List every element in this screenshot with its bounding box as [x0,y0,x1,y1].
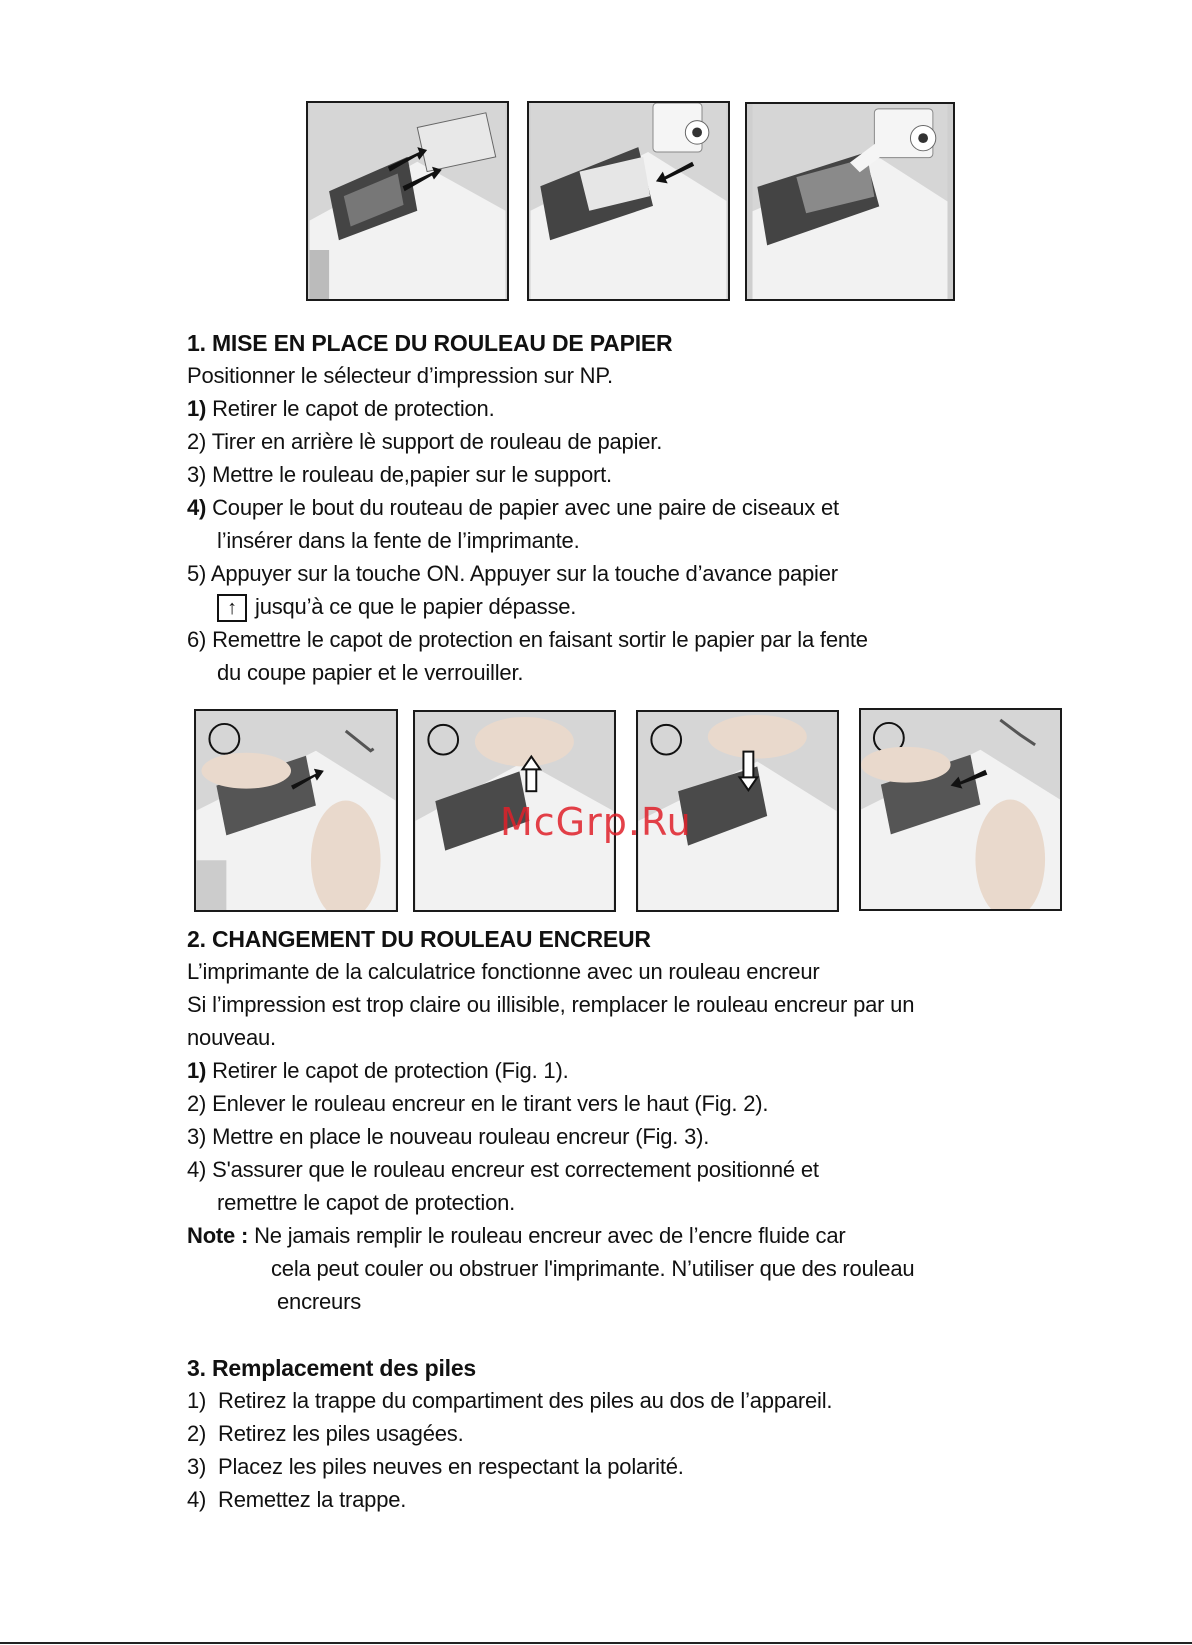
list-item: 1) Retirer le capot de protection. [187,396,495,421]
calculator-illustration [196,711,396,910]
list-item: 1) Retirer le capot de protection (Fig. 1). [187,1058,569,1083]
section-2-title: 2. CHANGEMENT DU ROULEAU ENCREUR [187,926,651,952]
note-continuation: encreurs [277,1289,361,1314]
list-item-continuation: du coupe papier et le verrouiller. [217,660,524,685]
list-item: 2) Enlever le rouleau encreur en le tirant vers le haut (Fig. 2). [187,1091,769,1116]
section-2-intro: nouveau. [187,1025,276,1050]
photo-fig-1 [194,709,398,912]
list-item: 6) Remettre le capot de protection en faisant sortir le papier par la fente [187,627,868,652]
section-2-intro: L’imprimante de la calculatrice fonctionne avec un rouleau encreur [187,959,820,984]
calculator-illustration [308,103,507,299]
list-item: 4) S'assurer que le rouleau encreur est correctement positionné et [187,1157,819,1182]
list-item: 5) Appuyer sur la touche ON. Appuyer sur la touche d’avance papier [187,561,838,586]
list-item: 4) Remettez la trappe. [187,1487,407,1512]
section-3-title: 3. Remplacement des piles [187,1355,477,1381]
photo-roll-mounted [745,102,955,301]
list-item: 2) Retirez les piles usagées. [187,1421,464,1446]
list-item-continuation: remettre le capot de protection. [217,1190,516,1215]
calculator-illustration [861,710,1060,909]
list-item-continuation: ↑ jusqu’à ce que le papier dépasse. [217,594,576,622]
photo-remove-cover [306,101,509,301]
section-1-intro: Positionner le sélecteur d’impression sur NP. [187,363,613,388]
section-2-intro: Si l’impression est trop claire ou illisible, remplacer le rouleau encreur par un [187,992,915,1017]
footer-rule [0,1642,1192,1644]
calculator-illustration [529,103,728,299]
list-item: 4) Couper le bout du routeau de papier avec une paire de ciseaux et [187,495,839,520]
paper-feed-key-icon: ↑ [217,594,247,622]
photo-fig-4 [859,708,1062,911]
list-item: 1) Retirez la trappe du compartiment des piles au dos de l’appareil. [187,1388,833,1413]
section-1-title: 1. MISE EN PLACE DU ROULEAU DE PAPIER [187,330,673,356]
list-item: 3) Mettre le rouleau de,papier sur le support. [187,462,612,487]
photo-paper-holder [527,101,730,301]
list-item: 3) Mettre en place le nouveau rouleau encreur (Fig. 3). [187,1124,710,1149]
calculator-illustration [747,104,953,299]
note-label: Note : [187,1223,249,1248]
note: Note : Ne jamais remplir le rouleau encreur avec de l’encre fluide car [187,1223,846,1248]
list-item-continuation: l’insérer dans la fente de l’imprimante. [217,528,580,553]
list-item: 3) Placez les piles neuves en respectant la polarité. [187,1454,684,1479]
note-continuation: cela peut couler ou obstruer l'imprimante. N’utiliser que des rouleau [271,1256,915,1281]
watermark: McGrp.Ru [500,800,692,844]
list-item: 2) Tirer en arrière lè support de rouleau de papier. [187,429,663,454]
